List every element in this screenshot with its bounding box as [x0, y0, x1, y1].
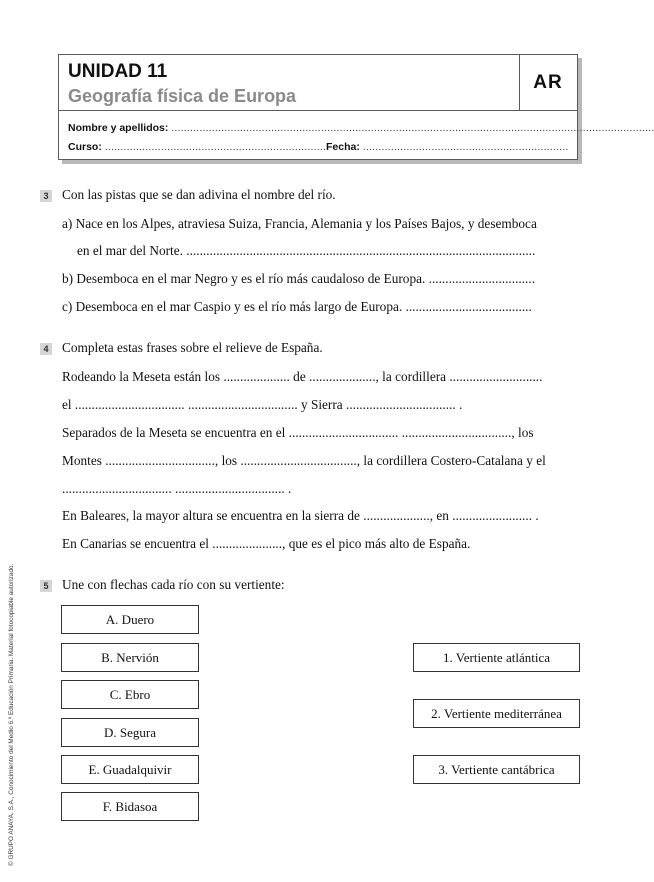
- river-box-duero[interactable]: A. Duero: [61, 605, 199, 634]
- exercise-4-line4[interactable]: Montes ................................., los ..................................., la cordillera Costero-Catalana y el: [62, 453, 546, 468]
- name-label: Nombre y apellidos:: [68, 122, 169, 134]
- header-titles: [59, 55, 520, 110]
- exercise-5-instruction: Une con flechas cada río con su vertiente:: [62, 577, 285, 592]
- date-dots: ..................................................................: [362, 141, 569, 153]
- exercise-4-line2[interactable]: el ................................. ................................. y Sierra ................................. .: [62, 397, 463, 412]
- slope-box-cantabrica[interactable]: 3. Vertiente cantábrica: [413, 755, 580, 784]
- exercise-3-instruction: Con las pistas que se dan adivina el nombre del río.: [62, 187, 336, 202]
- unit-subtitle: Geografía física de Europa: [68, 86, 297, 106]
- course-field[interactable]: [68, 141, 327, 153]
- date-field[interactable]: [326, 141, 570, 153]
- exercise-3-b[interactable]: b) Desemboca en el mar Negro y es el río más caudaloso de Europa. ................................: [62, 271, 536, 286]
- name-field[interactable]: [68, 122, 654, 134]
- unit-title: UNIDAD 11: [68, 61, 168, 82]
- slope-box-atlantica[interactable]: 1. Vertiente atlántica: [413, 643, 580, 672]
- river-box-ebro[interactable]: C. Ebro: [61, 680, 199, 709]
- course-label: Curso:: [68, 141, 102, 153]
- exercise-4-line1[interactable]: Rodeando la Meseta están los .................... de ...................., la cordillera ............................: [62, 369, 543, 384]
- exercise-4-line5[interactable]: ................................. ................................. .: [62, 481, 292, 496]
- name-dots: ...........................................................................................................................................................: [171, 122, 654, 134]
- exercise-4-line7[interactable]: En Canarias se encuentra el ....................., que es el pico más alto de España.: [62, 536, 471, 551]
- date-label: Fecha:: [326, 141, 360, 153]
- exercise-4-line6[interactable]: En Baleares, la mayor altura se encuentra en la sierra de ...................., en ........................ .: [62, 508, 539, 523]
- exercise-3-number: 3: [40, 190, 52, 202]
- exercise-4-number: 4: [40, 343, 52, 355]
- exercise-3-a-line1: a) Nace en los Alpes, atraviesa Suiza, Francia, Alemania y los Países Bajos, y desemboca: [62, 216, 537, 231]
- level-code: AR: [533, 71, 563, 93]
- river-box-segura[interactable]: D. Segura: [61, 718, 199, 747]
- river-box-nervion[interactable]: B. Nervión: [61, 643, 199, 672]
- exercise-4-instruction: Completa estas frases sobre el relieve de España.: [62, 340, 323, 355]
- worksheet-header: [58, 54, 654, 160]
- copyright-note: © GRUPO ANAYA, S.A., Conocimiento del Medio 6.º Educación Primaria. Material fotocopiable autorizado.: [8, 563, 15, 866]
- exercise-4-line3[interactable]: Separados de la Meseta se encuentra en el ................................. ................................., los: [62, 425, 534, 440]
- course-dots: .......................................................................: [104, 141, 327, 153]
- river-box-bidasoa[interactable]: F. Bidasoa: [61, 792, 199, 821]
- river-box-guadalquivir[interactable]: E. Guadalquivir: [61, 755, 199, 784]
- header-title-row: [59, 55, 577, 111]
- exercise-5-number: 5: [40, 580, 52, 592]
- exercise-3-c[interactable]: c) Desemboca en el mar Caspio y es el río más largo de Europa. ......................................: [62, 299, 532, 314]
- slope-box-mediterranea[interactable]: 2. Vertiente mediterránea: [413, 699, 580, 728]
- exercise-3-a-line2[interactable]: en el mar del Norte. .........................................................................................................: [77, 243, 536, 258]
